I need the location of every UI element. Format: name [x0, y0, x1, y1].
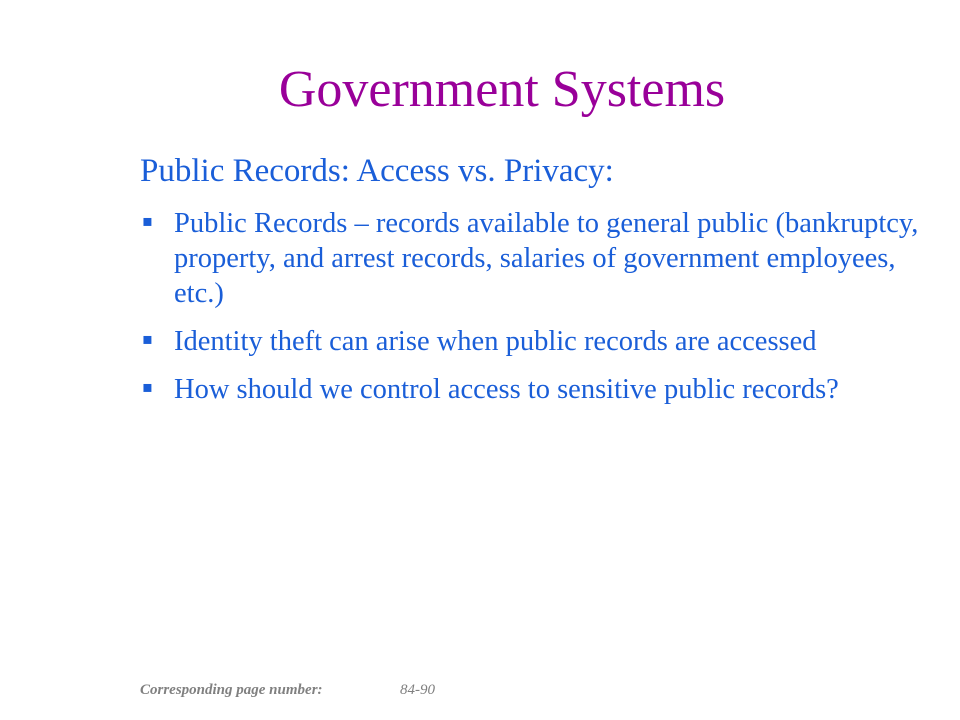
bullet-text: Identity theft can arise when public records are accessed	[174, 326, 817, 357]
square-bullet-icon: ▪	[142, 211, 153, 230]
bullet-text: Public Records – records available to general public (bankruptcy, property, and arrest records, salaries of government employees, etc.)	[174, 208, 919, 309]
slide-title: Government Systems	[278, 61, 726, 118]
footer-page-number: 84-90	[400, 682, 435, 698]
bullet-text: How should we control access to sensitive public records?	[174, 374, 839, 405]
square-bullet-icon: ▪	[142, 329, 153, 348]
bullet-item-control-access	[140, 372, 940, 407]
bullet-item-identity-theft	[140, 324, 940, 359]
footer-page-label: Corresponding page number:	[140, 682, 323, 698]
bullet-item-public-records	[140, 206, 940, 311]
slide-subheading: Public Records: Access vs. Privacy:	[140, 153, 614, 189]
square-bullet-icon: ▪	[142, 377, 153, 396]
bullet-list	[140, 206, 940, 420]
